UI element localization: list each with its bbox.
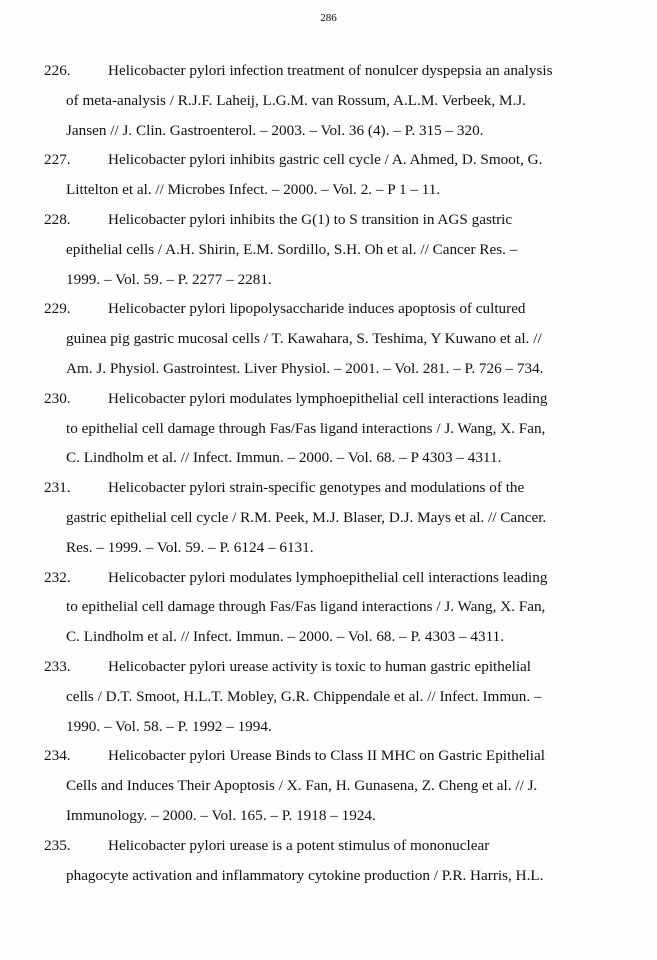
reference-text: gastric epithelial cell cycle / R.M. Peek, M.J. Blaser, D.J. Mays et al. // Cancer. (66, 508, 547, 526)
reference-text: 1999. – Vol. 59. – P. 2277 – 2281. (66, 270, 272, 288)
reference-item (44, 205, 616, 294)
reference-text: Helicobacter pylori infection treatment of nonulcer dyspepsia an analysis (108, 62, 553, 79)
reference-number: 234. (44, 747, 71, 765)
reference-first-line (44, 741, 616, 771)
reference-text: epithelial cells / A.H. Shirin, E.M. Sordillo, S.H. Oh et al. // Cancer Res. – (66, 240, 518, 258)
reference-number: 235. (44, 836, 71, 854)
reference-first-line (44, 294, 616, 324)
reference-number: 233. (44, 657, 71, 675)
reference-item (44, 56, 616, 145)
reference-text: Res. – 1999. – Vol. 59. – P. 6124 – 6131. (66, 538, 314, 556)
reference-text: C. Lindholm et al. // Infect. Immun. – 2000. – Vol. 68. – P 4303 – 4311. (66, 449, 502, 467)
reference-list (44, 56, 616, 890)
reference-first-line (44, 56, 616, 86)
reference-number: 227. (44, 151, 71, 169)
reference-first-line (44, 205, 616, 235)
reference-item (44, 563, 616, 652)
reference-number: 228. (44, 210, 71, 228)
reference-text: cells / D.T. Smoot, H.L.T. Mobley, G.R. Chippendale et al. // Infect. Immun. – (66, 687, 542, 705)
reference-text: Helicobacter pylori modulates lymphoepithelial cell interactions leading (108, 389, 548, 407)
reference-item (44, 145, 616, 205)
reference-text: Immunology. – 2000. – Vol. 165. – P. 1918 – 1924. (66, 806, 376, 824)
reference-text: of meta-analysis / R.J.F. Laheij, L.G.M. van Rossum, A.L.M. Verbeek, M.J. (66, 91, 526, 109)
reference-text: Helicobacter pylori inhibits the G(1) to S transition in AGS gastric (108, 210, 513, 228)
reference-text: Jansen // J. Clin. Gastroenterol. – 2003. – Vol. 36 (4). – P. 315 – 320. (66, 121, 484, 139)
reference-first-line (44, 563, 616, 593)
reference-text: Am. J. Physiol. Gastrointest. Liver Physiol. – 2001. – Vol. 281. – P. 726 – 734. (66, 359, 544, 377)
reference-item (44, 741, 616, 830)
reference-text: Helicobacter pylori modulates lymphoepithelial cell interactions leading (108, 568, 548, 586)
page-number: 286 (320, 12, 337, 24)
reference-number: 231. (44, 479, 71, 497)
reference-item (44, 473, 616, 562)
reference-first-line (44, 145, 616, 175)
reference-text: Littelton et al. // Microbes Infect. – 2000. – Vol. 2. – P 1 – 11. (66, 181, 441, 199)
reference-first-line (44, 384, 616, 414)
reference-number: 230. (44, 389, 71, 407)
reference-item (44, 831, 616, 891)
reference-text: Helicobacter pylori Urease Binds to Class II MHC on Gastric Epithelial (108, 747, 545, 765)
reference-text: Helicobacter pylori urease activity is toxic to human gastric epithelial (108, 657, 531, 675)
reference-text: to epithelial cell damage through Fas/Fas ligand interactions / J. Wang, X. Fan, (66, 419, 546, 437)
reference-text: Helicobacter pylori inhibits gastric cell cycle / A. Ahmed, D. Smoot, G. (108, 151, 543, 169)
reference-number: 226. (44, 62, 71, 79)
reference-text: Helicobacter pylori urease is a potent stimulus of mononuclear (108, 836, 490, 854)
reference-text: 1990. – Vol. 58. – P. 1992 – 1994. (66, 717, 272, 735)
reference-text: Helicobacter pylori lipopolysaccharide induces apoptosis of cultured (108, 300, 526, 318)
reference-first-line (44, 831, 616, 861)
reference-number: 229. (44, 300, 71, 318)
reference-text: to epithelial cell damage through Fas/Fas ligand interactions / J. Wang, X. Fan, (66, 598, 546, 616)
reference-first-line (44, 473, 616, 503)
reference-item (44, 294, 616, 383)
reference-first-line (44, 652, 616, 682)
reference-text: Helicobacter pylori strain-specific genotypes and modulations of the (108, 479, 525, 497)
reference-number: 232. (44, 568, 71, 586)
reference-item (44, 652, 616, 741)
reference-item (44, 384, 616, 473)
reference-text: phagocyte activation and inflammatory cytokine production / P.R. Harris, H.L. (66, 866, 544, 884)
reference-text: guinea pig gastric mucosal cells / T. Kawahara, S. Teshima, Y Kuwano et al. // (66, 330, 542, 348)
reference-text: C. Lindholm et al. // Infect. Immun. – 2000. – Vol. 68. – P. 4303 – 4311. (66, 628, 505, 646)
reference-text: Cells and Induces Their Apoptosis / X. Fan, H. Gunasena, Z. Cheng et al. // J. (66, 777, 538, 795)
